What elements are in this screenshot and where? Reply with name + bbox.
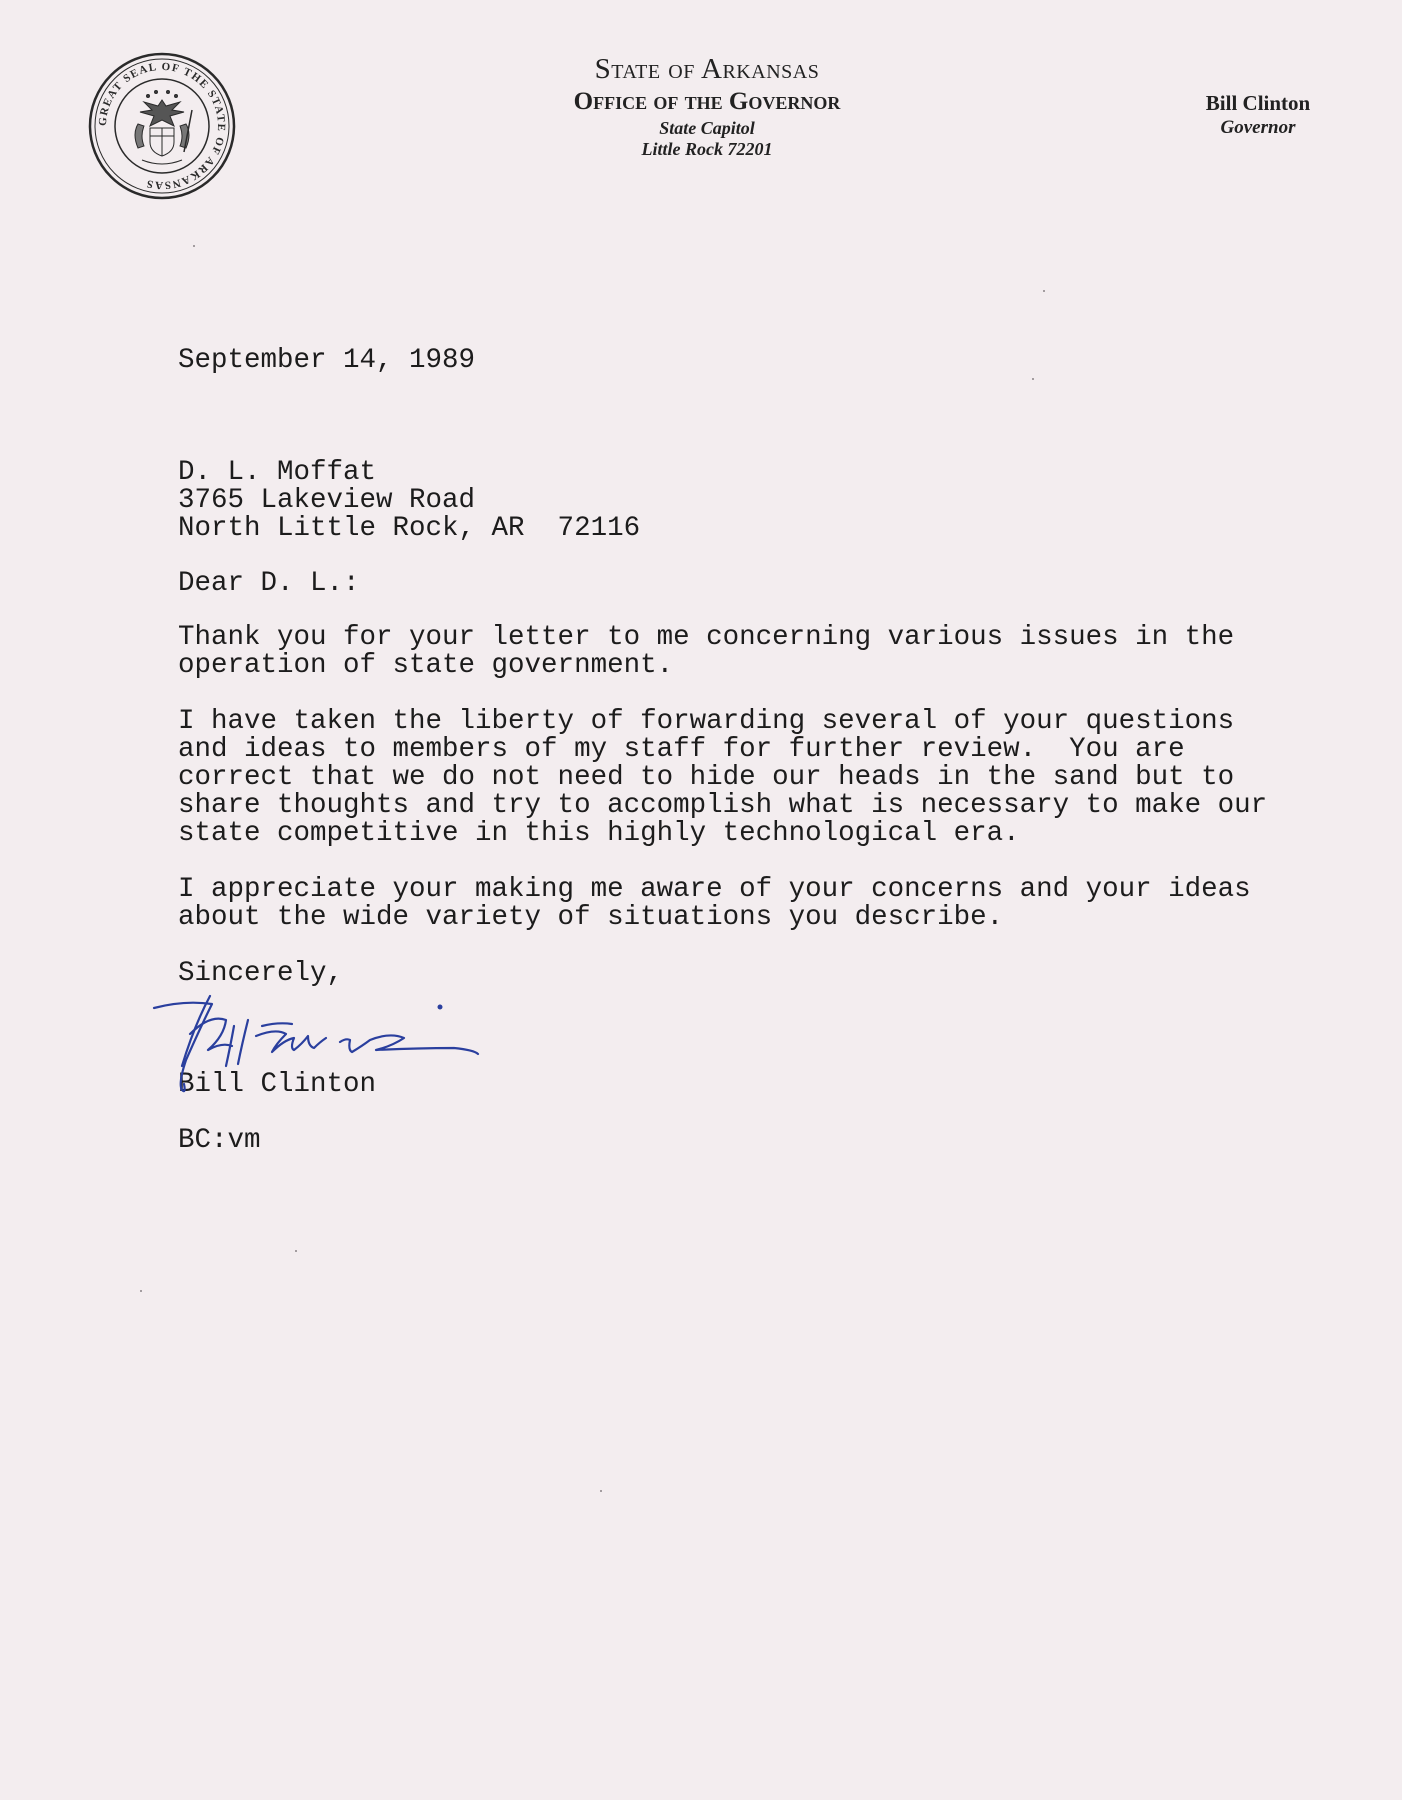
- typist-initials: BC:vm: [178, 1125, 261, 1156]
- handwritten-signature: [150, 990, 540, 1110]
- paper-speck: [193, 245, 195, 247]
- closing: Sincerely,: [178, 958, 344, 989]
- svg-text:GREAT SEAL OF THE STATE OF ARK: GREAT SEAL OF THE STATE OF ARKANSAS: [96, 60, 228, 192]
- paragraph-line: Thank you for your letter to me concerning various issues in the: [178, 622, 1235, 653]
- paragraph-line: I have taken the liberty of forwarding several of your questions: [178, 706, 1235, 737]
- letterhead-office: Office of the Governor: [573, 88, 841, 115]
- paper-speck: [1043, 290, 1045, 292]
- state-seal-logo: [88, 52, 236, 200]
- letter-date: September 14, 1989: [178, 345, 476, 376]
- letterhead-city: Little Rock 72201: [641, 139, 773, 159]
- letterhead-state: State of Arkansas: [594, 53, 820, 85]
- governor-name: Bill Clinton: [1205, 91, 1311, 115]
- paper-speck: [1032, 378, 1034, 380]
- letterhead-capitol: State Capitol: [659, 118, 755, 138]
- salutation: Dear D. L.:: [178, 568, 360, 599]
- paper-speck: [140, 1290, 142, 1292]
- signer-name: Bill Clinton: [178, 1069, 377, 1100]
- paragraph-line: and ideas to members of my staff for further review. You are: [178, 734, 1185, 765]
- governor-block: [1160, 90, 1356, 139]
- paper-speck: [295, 1250, 297, 1252]
- paragraph-line: correct that we do not need to hide our heads in the sand but to: [178, 762, 1235, 793]
- recipient-city: North Little Rock, AR 72116: [178, 513, 641, 544]
- paragraph-line: about the wide variety of situations you describe.: [178, 902, 1004, 933]
- paragraph-line: share thoughts and try to accomplish what is necessary to make our: [178, 790, 1268, 821]
- recipient-street: 3765 Lakeview Road: [178, 485, 476, 516]
- recipient-name: D. L. Moffat: [178, 457, 377, 488]
- paragraph-line: operation of state government.: [178, 650, 674, 681]
- paragraph-line: I appreciate your making me aware of your concerns and your ideas: [178, 874, 1251, 905]
- paper-speck: [600, 1490, 602, 1492]
- letterhead: [400, 52, 1014, 160]
- governor-title: Governor: [1220, 117, 1296, 138]
- paragraph-line: state competitive in this highly technological era.: [178, 818, 1020, 849]
